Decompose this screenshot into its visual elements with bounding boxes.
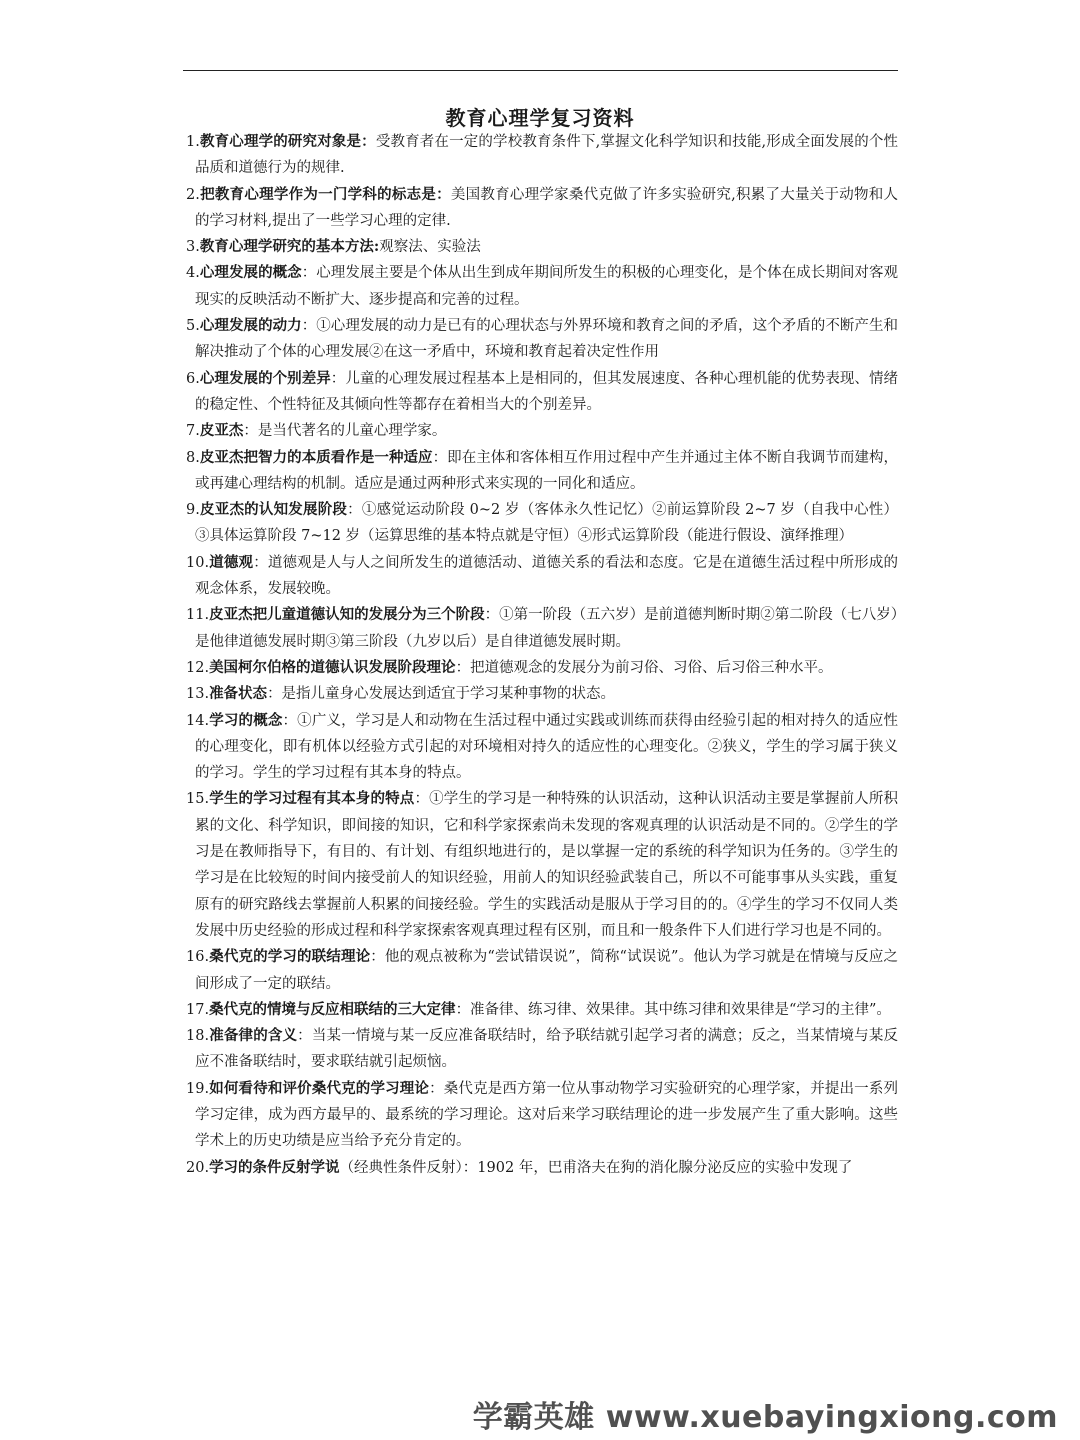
- item-text: ：是指儿童身心发展达到适宜于学习某种事物的状态。: [267, 686, 616, 703]
- item-term: 心理发展的个别差异: [199, 369, 331, 387]
- item-number: 5.: [186, 318, 200, 335]
- item-term: 学习的条件反射学说: [209, 1158, 340, 1176]
- item-term: 学习的概念: [209, 711, 283, 729]
- list-item: [186, 418, 898, 444]
- document-body: [186, 129, 898, 1181]
- item-number: 18.: [186, 1028, 210, 1045]
- item-number: 13.: [186, 686, 210, 703]
- item-term: 心理发展的概念: [199, 264, 302, 282]
- item-term: 道德观: [209, 553, 254, 571]
- item-text: ：①第一阶段（五六岁）是前道德判断时期②第二阶段（七八岁）是他律道德发展时期③第三阶段（九岁以后）是自律道德发展时期。: [195, 607, 898, 650]
- item-number: 12.: [186, 659, 210, 676]
- list-item: [186, 260, 898, 313]
- item-text: ：心理发展主要是个体从出生到成年期间所发生的积极的心理变化，是个体在成长期间对客观现实的反映活动不断扩大、逐步提高和完善的过程。: [195, 265, 898, 308]
- list-item: [186, 550, 898, 603]
- list-item: [186, 786, 898, 944]
- item-number: 15.: [186, 791, 210, 808]
- list-item: [186, 602, 898, 655]
- item-term: 桑代克的学习的联结理论: [209, 948, 371, 966]
- item-number: 2.: [186, 186, 200, 203]
- item-text: ：①学生的学习是一种特殊的认识活动，这种认识活动主要是掌握前人所积累的文化、科学知识，即间接的知识，它和科学家探索尚未发现的客观真理的认识活动是不同的。②学生的学习是在教师指导下，有目的、有计划、有组织地进行的，是以掌握一定的系统的科学知识为任务的。③学生的学习是在比较短的时间内接受前人的知识经验，用前人的知识经验武装自己，所以不可能事事从头实践，重复原有的研究路线去掌握前人积累的间接经验。学生的实践活动是服从于学习目的的。④学生的学习不仅同人类发展中历史经验的形成过程和科学家探索客观真理过程有区别，而且和一般条件下人们进行学习也是不同的。: [195, 791, 898, 939]
- item-number: 9.: [186, 502, 200, 519]
- top-rule: [183, 70, 898, 71]
- list-item: [186, 1076, 898, 1155]
- item-number: 20.: [186, 1159, 210, 1176]
- item-term: 皮亚杰把儿童道德认知的发展分为三个阶段: [209, 606, 485, 624]
- list-item: [186, 366, 898, 419]
- item-text: ：桑代克是西方第一位从事动物学习实验研究的心理学家，并提出一系列学习定律，成为西方最早的、最系统的学习理论。这对后来学习联结理论的进一步发展产生了重大影响。这些学术上的历史功绩是应当给予充分肯定的。: [195, 1080, 898, 1150]
- item-term: 教育心理学研究的基本方法:: [199, 238, 380, 256]
- item-term: 皮亚杰把智力的本质看作是一种适应: [199, 448, 433, 466]
- item-term: 准备律的含义: [209, 1027, 298, 1045]
- item-text: ：当某一情境与某一反应准备联结时，给予联结就引起学习者的满意；反之，当某情境与某反应不准备联结时，要求联结就引起烦恼。: [195, 1028, 898, 1071]
- list-item: [186, 129, 898, 182]
- item-number: 1.: [186, 134, 200, 150]
- item-text: ：①感觉运动阶段 0~2 岁（客体永久性记忆）②前运算阶段 2~7 岁（自我中心性）③具体运算阶段 7~12 岁（运算思维的基本特点就是守恒）④形式运算阶段（能进行假设、演绎推理）: [195, 502, 898, 545]
- list-item: [186, 681, 898, 707]
- item-term: 教育心理学的研究对象是：: [199, 133, 376, 150]
- list-item: [186, 497, 898, 550]
- item-text: ：即在主体和客体相互作用过程中产生并通过主体不断自我调节而建构，或再建心理结构的机制。适应是通过两种形式来实现的一同化和适应。: [195, 449, 898, 492]
- item-number: 8.: [186, 449, 200, 466]
- item-term: 学生的学习过程有其本身的特点: [209, 790, 415, 808]
- list-item: [186, 1155, 898, 1181]
- item-text: ：道德观是人与人之间所发生的道德活动、道德关系的看法和态度。它是在道德生活过程中所形成的观念体系，发展较晚。: [195, 554, 899, 598]
- item-number: 6.: [186, 370, 200, 387]
- item-number: 16.: [186, 949, 210, 966]
- list-item: [186, 182, 898, 235]
- item-number: 3.: [186, 239, 200, 256]
- item-text: ：①广义，学习是人和动物在生活过程中通过实践或训练而获得由经验引起的相对持久的适应性的心理变化，即有机体以经验方式引起的对环境相对持久的适应性的心理变化。②狭义，学生的学习属于狭义的学习。学生的学习过程有其本身的特点。: [195, 712, 898, 782]
- document-title: 教育心理学复习资料: [445, 106, 635, 130]
- item-number: 10.: [186, 554, 210, 571]
- item-text: ：儿童的心理发展过程基本上是相同的，但其发展速度、各种心理机能的优势表现、情绪的稳定性、个性特征及其倾向性等都存在着相当大的个别差异。: [195, 370, 899, 413]
- list-item: [186, 234, 898, 260]
- item-text: 观察法、实验法: [379, 239, 481, 256]
- item-number: 7.: [186, 423, 200, 440]
- item-number: 14.: [186, 712, 210, 729]
- item-term: 美国柯尔伯格的道德认识发展阶段理论: [209, 658, 456, 676]
- list-item: [186, 944, 898, 997]
- list-item: [186, 1023, 898, 1076]
- item-term: 皮亚杰的认知发展阶段: [199, 501, 348, 519]
- item-number: 11.: [186, 607, 210, 624]
- watermark: 学霸英雄 www.xuebayingxiong.com: [472, 1400, 1058, 1435]
- item-term: 心理发展的动力: [199, 317, 302, 335]
- item-term: 皮亚杰: [199, 422, 244, 440]
- list-item: [186, 313, 898, 366]
- item-text: ：他的观点被称为“尝试错误说”，简称“试误说”。他认为学习就是在情境与反应之间形成了一定的联结。: [195, 949, 899, 992]
- item-text: ：①心理发展的动力是已有的心理状态与外界环境和教育之间的矛盾，这个矛盾的不断产生和解决推动了个体的心理发展②在这一矛盾中，环境和教育起着决定性作用: [195, 318, 898, 361]
- list-item: [186, 708, 898, 787]
- item-number: 17.: [186, 1001, 210, 1018]
- item-text: 受教育者在一定的学校教育条件下,掌握文化科学知识和技能,形成全面发展的个性品质和道德行为的规律.: [195, 134, 899, 177]
- item-text: （经典性条件反射）：1902 年，巴甫洛夫在狗的消化腺分泌反应的实验中发现了: [339, 1159, 853, 1176]
- list-item: [186, 997, 898, 1023]
- item-number: 4.: [186, 265, 200, 282]
- item-text: ：准备律、练习律、效果律。其中练习律和效果律是“学习的主律”。: [455, 1001, 891, 1018]
- item-text: ：是当代著名的儿童心理学家。: [243, 423, 447, 440]
- item-text: ：把道德观念的发展分为前习俗、习俗、后习俗三种水平。: [455, 659, 833, 676]
- list-item: [186, 655, 898, 681]
- item-term: 如何看待和评价桑代克的学习理论: [209, 1079, 430, 1097]
- item-term: 准备状态: [209, 685, 268, 703]
- item-term: 桑代克的情境与反应相联结的三大定律: [209, 1000, 456, 1018]
- item-number: 19.: [186, 1080, 210, 1097]
- item-text: 美国教育心理学家桑代克做了许多实验研究,积累了大量关于动物和人的学习材料,提出了一些学习心理的定律.: [195, 186, 899, 229]
- item-term: 把教育心理学作为一门学科的标志是：: [199, 185, 451, 203]
- list-item: [186, 445, 898, 498]
